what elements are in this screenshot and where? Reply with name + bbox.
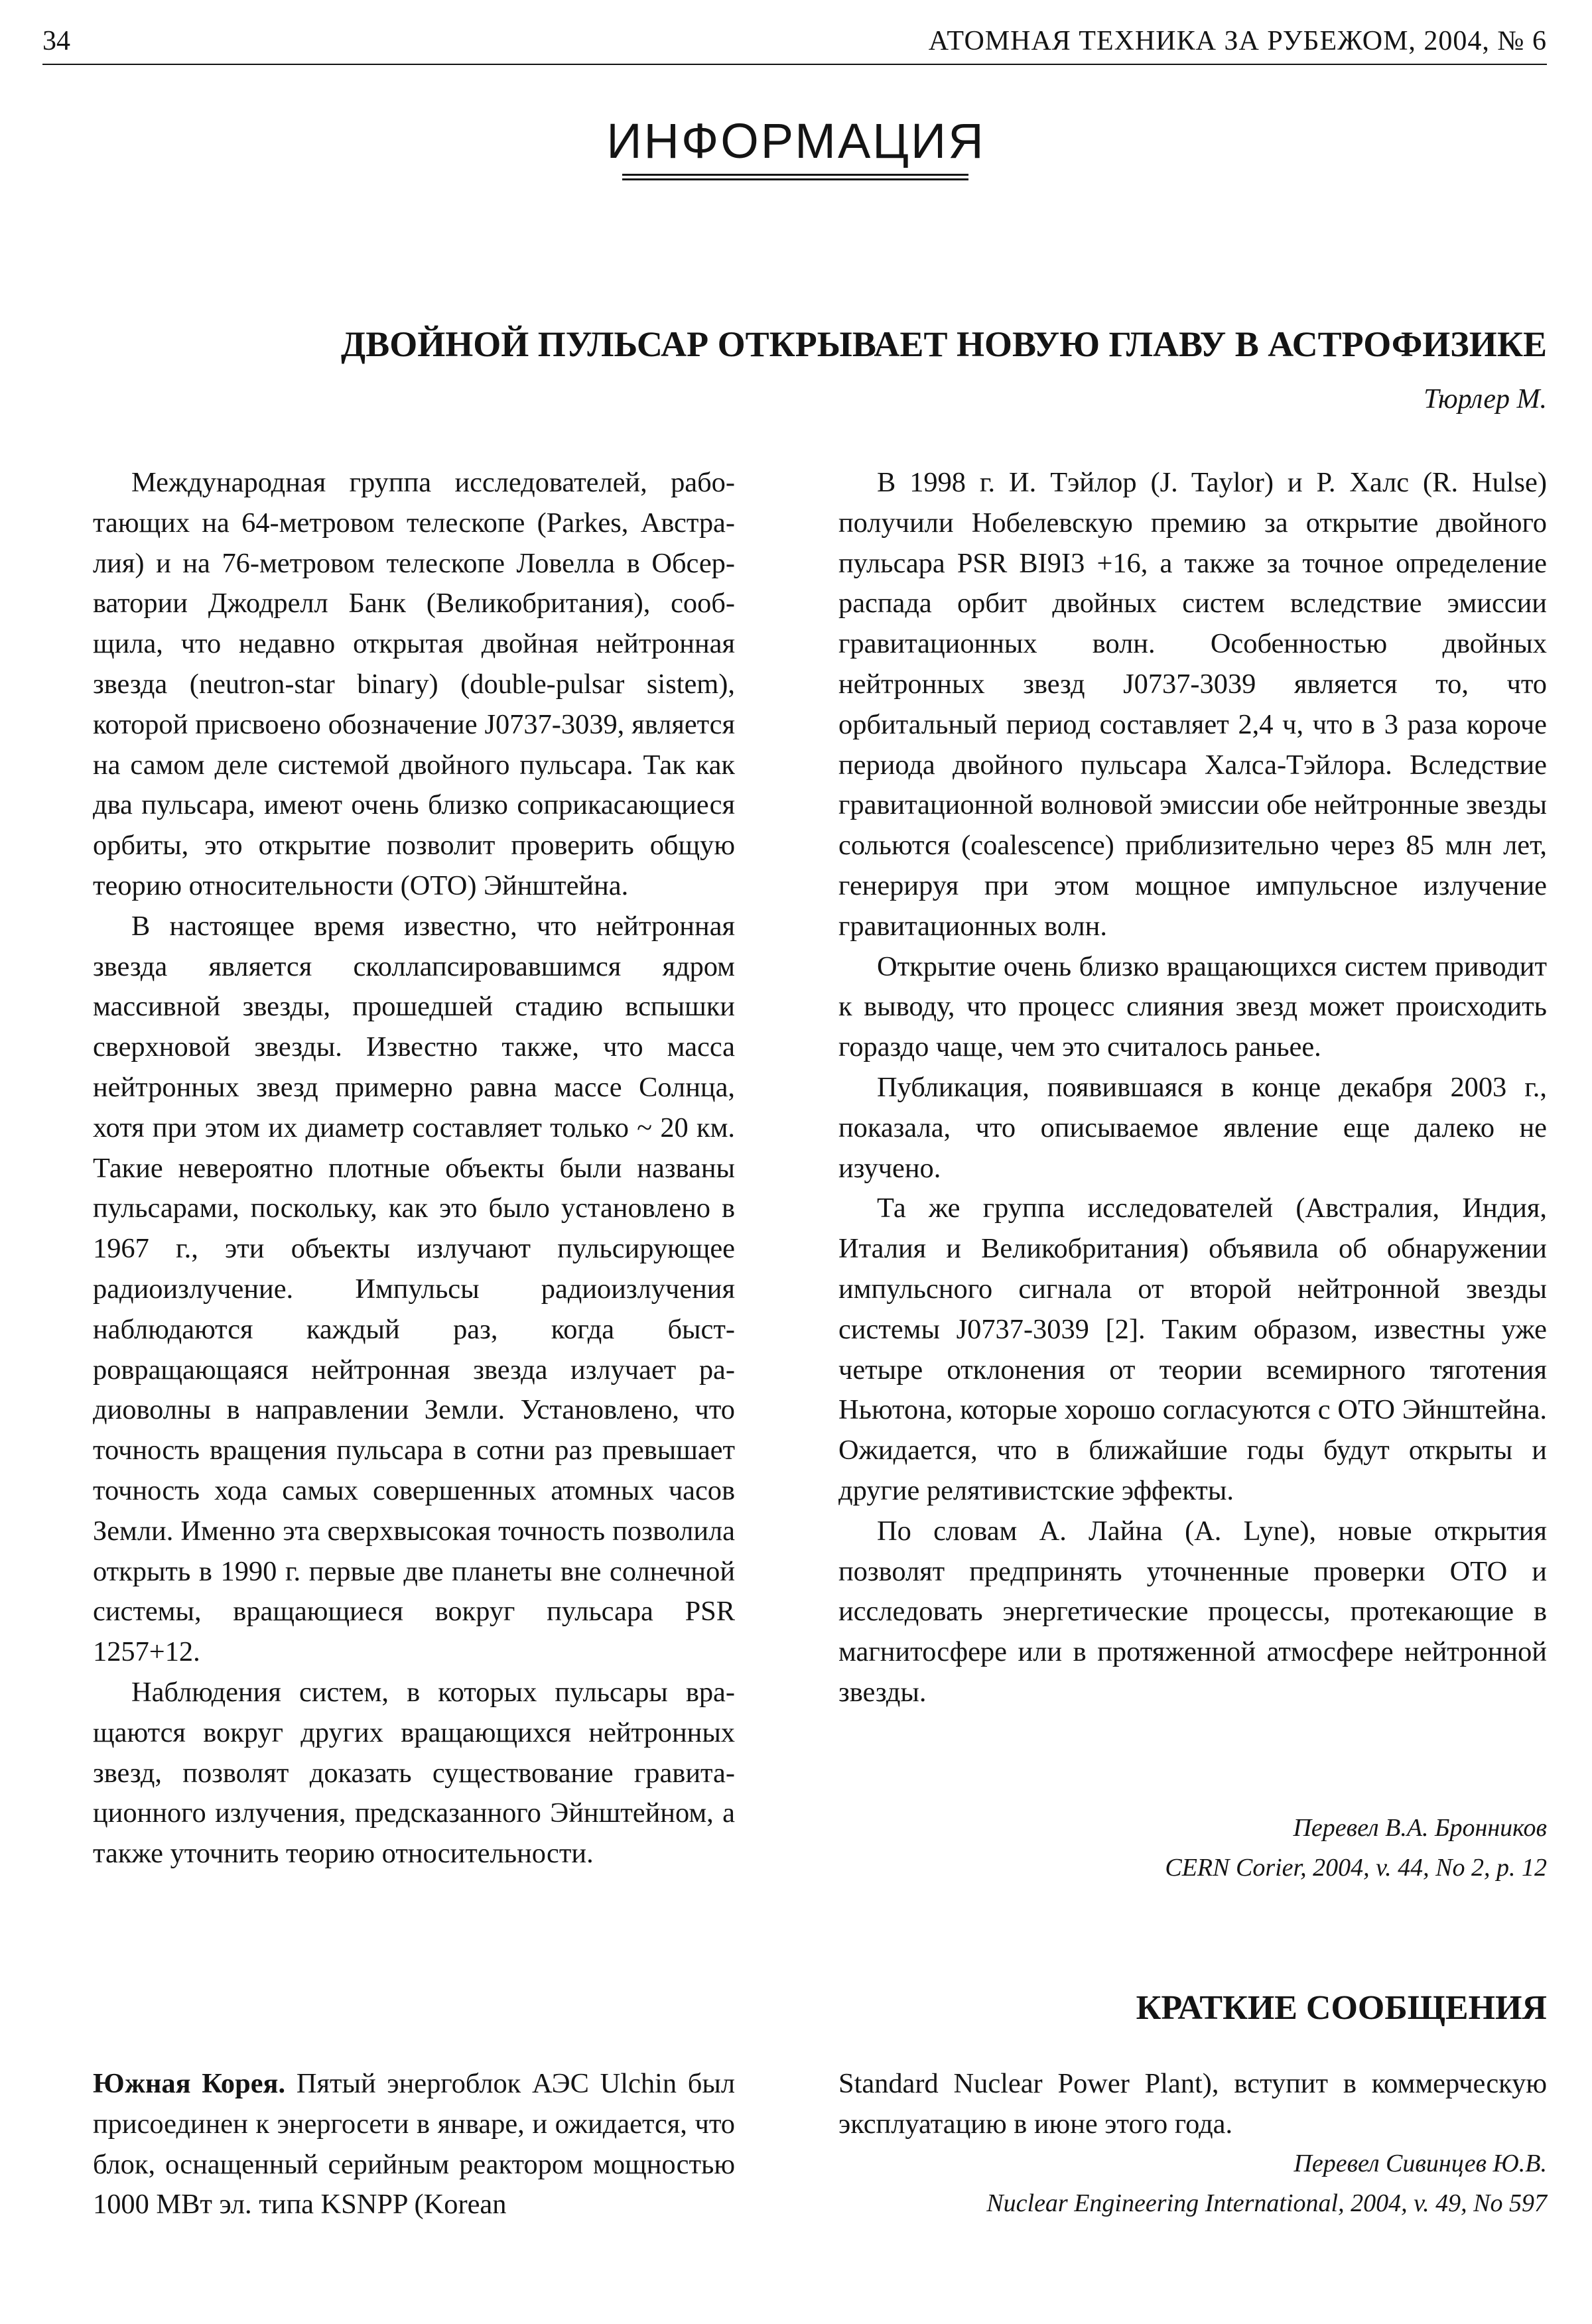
brief-column-left: [93, 2064, 735, 2225]
article-paragraph: В настоящее время известно, что нейтронная звезда является сколлапсировавшимся ядром массивной звезды, прошедшей стадию вспышки сверхновой звезды. Известно также, что масса нейтронных звезд примерно равна массе Солнца, хотя при этом их диаметр составляет только ~ 20 км. Такие невероятно плотные объекты были названы пульсарами, поскольку, как это было установлено в 1967 г., эти объекты излучают пульсирующее радиоизлучение. Импульсы радиоизлучения наблюдаются каждый раз, когда быстровращающаяся нейтронная звезда излучает радиоволны в направлении Земли. Установлено, что точность вращения пульсара в сотни раз превышает точность хода самых совершенных атомных часов Земли. Именно эта сверхвысокая точность позволила открыть в 1990 г. первые две планеты вне солнечной системы, вращающиеся вокруг пульсара PSR 1257+12.: [93, 910, 735, 1668]
article-paragraph: Та же группа исследователей (Австралия, Индия, Италия и Великобритания) объявила об обнаружении импульсного сигнала от второй нейтронной звезды системы J0737-3039 [2]. Таким образом, известны уже четыре отклонения от теории всемирного тяготения Ньютона, которые хорошо согласуются с ОТО Эйнштейна. Ожидается, что в ближайшие годы будут открыты и другие релятивистские эффекты.: [838, 1193, 1547, 1506]
brief-text-continued: Standard Nuclear Power Plant), вступит в коммерческую эксплуатацию в июне этого года.: [838, 2068, 1547, 2140]
section-title-underline: [622, 174, 968, 176]
article-column-left: [93, 463, 735, 1874]
brief-country: Южная Корея.: [93, 2068, 286, 2099]
section-title: ИНФОРМАЦИЯ: [606, 113, 986, 168]
article-paragraph: Наблюдения систем, в которых пульсары вращаются вокруг других вращающихся нейтронных звезд, позволят доказать существование гравитационного излучения, предсказанного Эйнштейном, а также уточнить теорию относительности.: [93, 1676, 735, 1870]
brief-credits: [884, 2144, 1547, 2223]
header-divider: [42, 64, 1547, 65]
brief-translator: Перевел Сивинцев Ю.В.: [1294, 2150, 1547, 2177]
article-source: CERN Corier, 2004, v. 44, No 2, p. 12: [1165, 1854, 1547, 1882]
article-column-right: [838, 463, 1547, 1713]
brief-news-heading: КРАТКИЕ СООБЩЕНИЯ: [1136, 1989, 1547, 2027]
article-paragraph: Международная группа исследователей, работающих на 64-метровом телескопе (Parkes, Австралия) и на 76-метровом телескопе Ловелла в Обсерватории Джодрелл Банк (Великобритания), сообщила, что недавно открытая двойная нейтронная звезда (neutron-star binary) (double-pulsar sistem), которой присвоено обозначение J0737-3039, является на самом деле системой двойного пульсара. Так как два пульсара, имеют очень близко соприкасающиеся орбиты, это открытие позволит проверить общую теорию относительности (ОТО) Эйнштейна.: [93, 467, 735, 901]
section-title-underline: [622, 178, 968, 180]
brief-source: Nuclear Engineering International, 2004, v. 49, No 597: [986, 2189, 1547, 2217]
article-paragraph: По словам А. Лайна (A. Lyne), новые открытия позволят предпринять уточненные проверки ОТО и исследовать энергетические процессы, протекающие в магнитосфере или в протяженной атмосфере нейтронной звезды.: [838, 1515, 1547, 1708]
article-paragraph: В 1998 г. И. Тэйлор (J. Taylor) и Р. Халс (R. Hulse) получили Нобелевскую премию за открытие двойного пульсара PSR BI9I3 +16, а также за точное определение распада орбит двойных систем вследствие эмиссии гравитационных волн. Особенностью двойных нейтронных звезд J0737-3039 является то, что орбитальный период составляет 2,4 ч, что в 3 раза короче периода двойного пульсара Халса-Тэйлора. Вследствие гравитационной волновой эмиссии обе нейтронные звезды сольются (coalescence) приблизительно через 85 млн лет, генерируя при этом мощное импульсное излучение гравитационных волн.: [838, 467, 1547, 942]
article-paragraph: Открытие очень близко вращающихся систем приводит к выводу, что процесс слияния звезд может происходить гораздо чаще, чем это считалось раньее.: [838, 950, 1547, 1063]
brief-column-right: [838, 2064, 1547, 2145]
article-author: Тюрлер М.: [1424, 384, 1547, 415]
journal-header: АТОМНАЯ ТЕХНИКА ЗА РУБЕЖОМ, 2004, № 6: [928, 26, 1547, 56]
brief-text: Пятый энергоблок АЭС Ulchin был присоединен к энергосети в январе, и ожидается, что блок, оснащенный серийным реактором мощностью 1000 МВт эл. типа KSNPP (Korean: [93, 2068, 735, 2221]
article-paragraph: Публикация, появившаяся в конце декабря 2003 г., показала, что описываемое явление еще далеко не изучено.: [838, 1071, 1547, 1184]
article-translator: Перевел В.А. Бронников: [1293, 1814, 1547, 1842]
brief-paragraph: [93, 2064, 735, 2225]
page-number: 34: [42, 26, 70, 56]
article-title: ДВОЙНОЙ ПУЛЬСАР ОТКРЫВАЕТ НОВУЮ ГЛАВУ В АСТРОФИЗИКЕ: [341, 324, 1547, 364]
article-credits: [950, 1808, 1547, 1888]
